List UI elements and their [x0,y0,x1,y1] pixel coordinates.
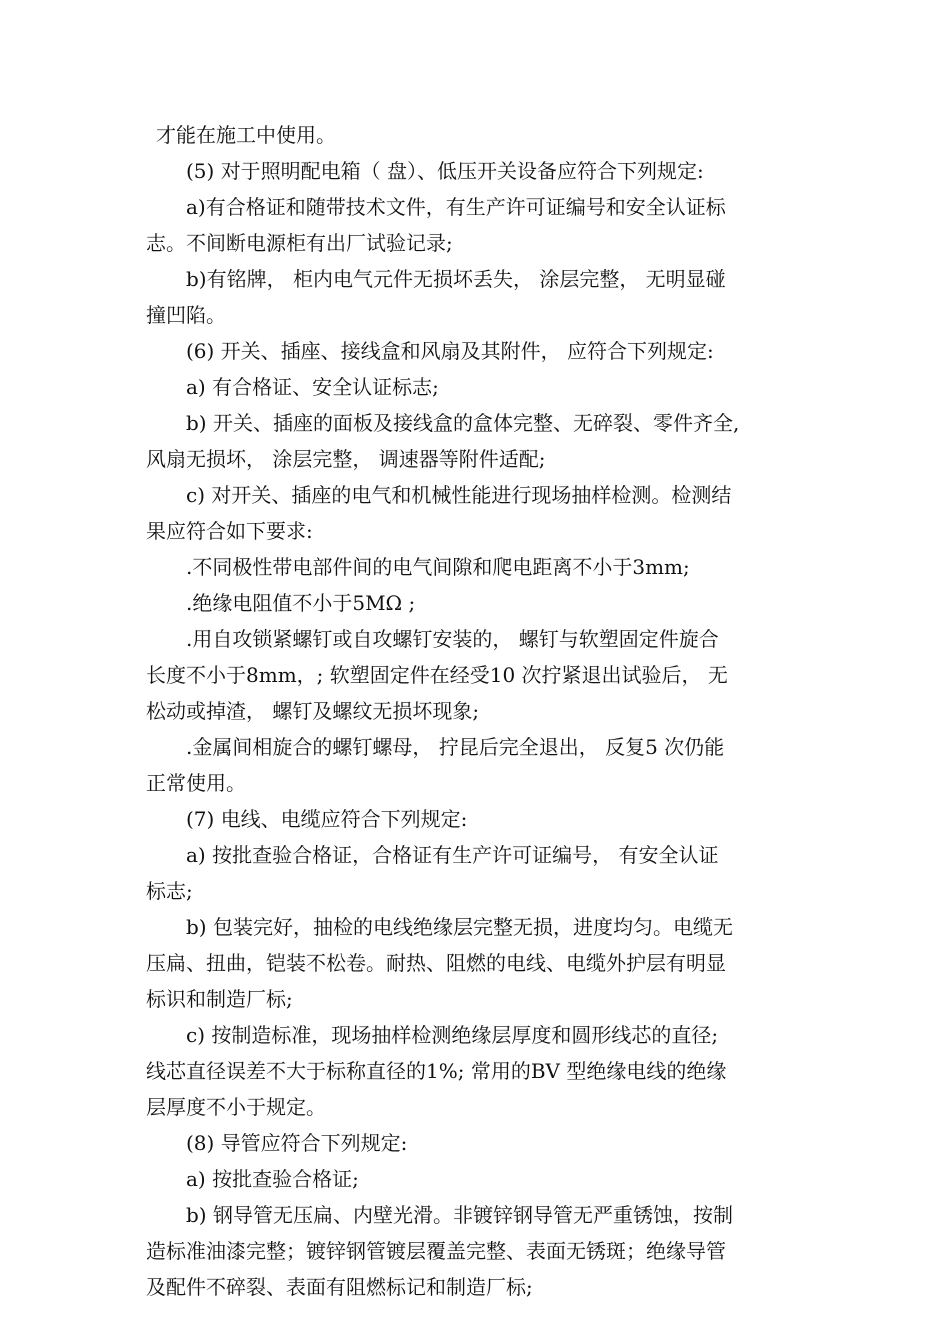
text-line: b) 开关、插座的面板及接线盒的盒体完整、无碎裂、零件齐全, [186,411,740,435]
text-line: .不同极性带电部件间的电气间隙和爬电距离不小于3mm; [186,555,690,579]
text-line: 及配件不碎裂、表面有阻燃标记和制造厂标; [146,1275,533,1299]
text-line: 正常使用。 [146,771,246,795]
text-line: 造标准油漆完整；镀锌钢管镀层覆盖完整、表面无锈斑；绝缘导管 [146,1239,726,1263]
text-line: c) 按制造标准，现场抽样检测绝缘层厚度和圆形线芯的直径; [186,1023,719,1047]
text-line: 压扁、扭曲，铠装不松卷。耐热、阻燃的电线、电缆外护层有明显 [146,951,726,975]
text-line: 松动或掉渣， 螺钉及螺纹无损坏现象; [146,699,480,723]
text-line: b)有铭牌， 柜内电气元件无损坏丢失， 涂层完整， 无明显碰 [186,267,726,291]
text-line: 撞凹陷。 [146,303,226,327]
text-line: .用自攻锁紧螺钉或自攻螺钉安装的， 螺钉与软塑固定件旋合 [186,627,719,651]
text-line: 标识和制造厂标; [146,987,293,1011]
section-5-heading: (5) 对于照明配电箱（ 盘）、低压开关设备应符合下列规定: [186,159,704,183]
text-line: a) 有合格证、安全认证标志; [186,375,439,399]
text-line: a)有合格证和随带技术文件，有生产许可证编号和安全认证标 [186,195,726,219]
text-line: b) 包装完好，抽检的电线绝缘层完整无损，进度均匀。电缆无 [186,915,733,939]
text-line: 才能在施工中使用。 [156,123,336,147]
text-line: .绝缘电阻值不小于5MΩ ; [186,591,416,615]
section-7-heading: (7) 电线、电缆应符合下列规定: [186,807,468,831]
text-line: 志。不间断电源柜有出厂试验记录; [146,231,453,255]
text-line: 果应符合如下要求: [146,519,313,543]
text-line: 线芯直径误差不大于标称直径的1%; 常用的BV 型绝缘电线的绝缘 [146,1059,727,1083]
section-8-heading: (8) 导管应符合下列规定: [186,1131,408,1155]
text-line: .金属间相旋合的螺钉螺母， 拧昆后完全退出， 反复5 次仍能 [186,735,725,759]
section-6-heading: (6) 开关、插座、接线盒和风扇及其附件， 应符合下列规定: [186,339,714,363]
text-line: 长度不小于8mm，; 软塑固定件在经受10 次拧紧退出试验后， 无 [146,663,728,687]
text-line: 风扇无损坏， 涂层完整， 调速器等附件适配; [146,447,546,471]
text-line: a) 按批查验合格证; [186,1167,359,1191]
text-line: a) 按批查验合格证，合格证有生产许可证编号， 有安全认证 [186,843,719,867]
text-line: b) 钢导管无压扁、内壁光滑。非镀锌钢导管无严重锈蚀，按制 [186,1203,733,1227]
text-line: 层厚度不小于规定。 [146,1095,326,1119]
text-line: 标志; [146,879,193,903]
text-line: c) 对开关、插座的电气和机械性能进行现场抽样检测。检测结 [186,483,732,507]
